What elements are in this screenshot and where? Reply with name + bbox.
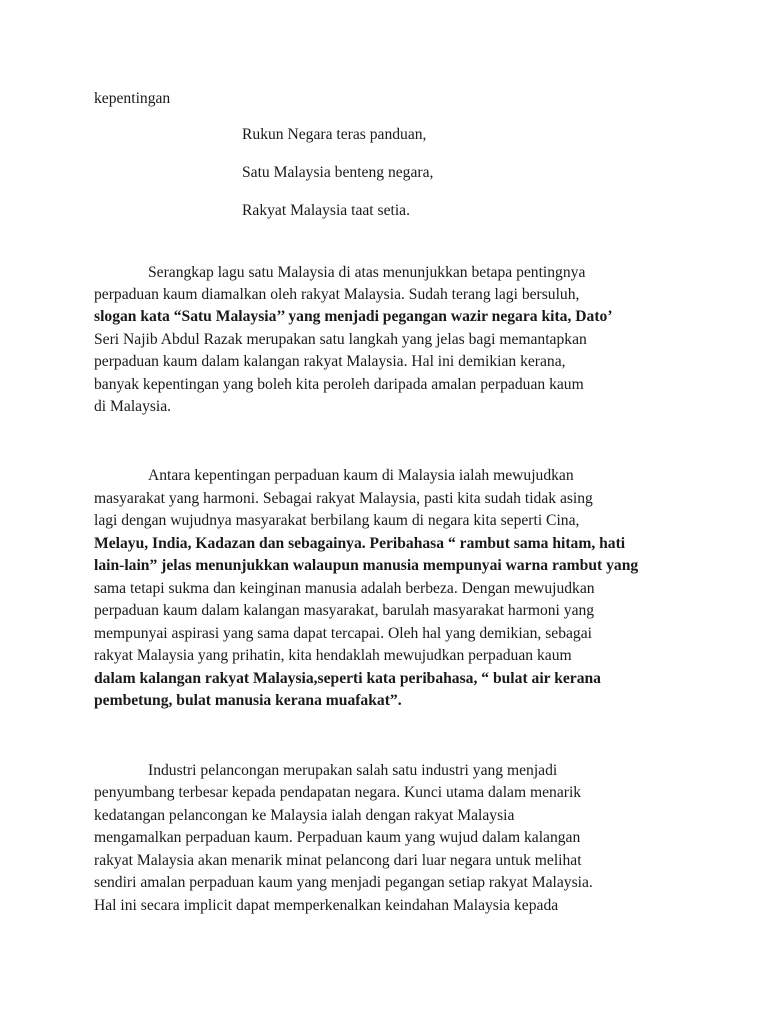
- verse-line: Satu Malaysia benteng negara,: [242, 164, 434, 181]
- paragraph-line: Serangkap lagu satu Malaysia di atas menunjukkan betapa pentingnya: [148, 264, 586, 281]
- paragraph-line: Industri pelancongan merupakan salah satu industri yang menjadi: [148, 762, 558, 779]
- paragraph-line: Antara kepentingan perpaduan kaum di Malaysia ialah mewujudkan: [148, 467, 574, 484]
- verse-line: Rakyat Malaysia taat setia.: [242, 202, 411, 219]
- paragraph-line: masyarakat yang harmoni. Sebagai rakyat Malaysia, pasti kita sudah tidak asing: [94, 490, 593, 507]
- paragraph-line: banyak kepentingan yang boleh kita peroleh daripada amalan perpaduan kaum: [94, 376, 584, 393]
- paragraph-line: Hal ini secara implicit dapat memperkenalkan keindahan Malaysia kepada: [94, 897, 559, 914]
- paragraph-line: pembetung, bulat manusia kerana muafakat”.: [94, 692, 402, 709]
- paragraph-line: perpaduan kaum dalam kalangan rakyat Malaysia. Hal ini demikian kerana,: [94, 353, 566, 370]
- verse-line: Rukun Negara teras panduan,: [242, 126, 427, 143]
- paragraph-line: lagi dengan wujudnya masyarakat berbilang kaum di negara kita seperti Cina,: [94, 512, 580, 529]
- paragraph-line: mengamalkan perpaduan kaum. Perpaduan kaum yang wujud dalam kalangan: [94, 829, 581, 846]
- heading-word: kepentingan: [94, 90, 171, 107]
- paragraph-line: slogan kata “Satu Malaysia’’ yang menjadi pegangan wazir negara kita, Dato’: [94, 308, 613, 325]
- paragraph-line: dalam kalangan rakyat Malaysia,seperti kata peribahasa, “ bulat air kerana: [94, 670, 601, 687]
- paragraph-line: Melayu, India, Kadazan dan sebagainya. Peribahasa “ rambut sama hitam, hati: [94, 535, 626, 552]
- paragraph-line: perpaduan kaum dalam kalangan masyarakat, barulah masyarakat harmoni yang: [94, 602, 595, 619]
- paragraph-line: perpaduan kaum diamalkan oleh rakyat Malaysia. Sudah terang lagi bersuluh,: [94, 286, 580, 303]
- paragraph-line: mempunyai aspirasi yang sama dapat tercapai. Oleh hal yang demikian, sebagai: [94, 625, 592, 642]
- paragraph-line: di Malaysia.: [94, 398, 172, 415]
- paragraph-line: rakyat Malaysia yang prihatin, kita hendaklah mewujudkan perpaduan kaum: [94, 647, 572, 664]
- paragraph-line: sama tetapi sukma dan keinginan manusia adalah berbeza. Dengan mewujudkan: [94, 580, 595, 597]
- paragraph-line: kedatangan pelancongan ke Malaysia ialah dengan rakyat Malaysia: [94, 807, 515, 824]
- paragraph-line: rakyat Malaysia akan menarik minat pelancong dari luar negara untuk melihat: [94, 852, 582, 869]
- paragraph-line: lain-lain” jelas menunjukkan walaupun manusia mempunyai warna rambut yang: [94, 557, 639, 574]
- paragraph-line: penyumbang terbesar kepada pendapatan negara. Kunci utama dalam menarik: [94, 784, 582, 801]
- paragraph-line: Seri Najib Abdul Razak merupakan satu langkah yang jelas bagi memantapkan: [94, 331, 587, 348]
- paragraph-line: sendiri amalan perpaduan kaum yang menjadi pegangan setiap rakyat Malaysia.: [94, 874, 593, 891]
